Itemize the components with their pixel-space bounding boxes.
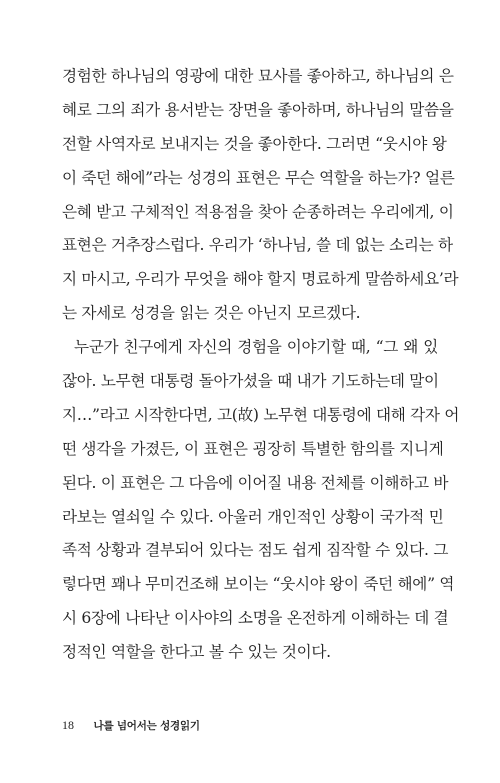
text-line: 경험한 하나님의 영광에 대한 묘사를 좋아하고, 하나님의 은 (62, 67, 454, 85)
page-number: 18 (62, 718, 74, 732)
text-line: 떤 생각을 가졌든, 이 표현은 굉장히 특별한 함의를 지니게 (62, 439, 444, 458)
text-line: 지 마시고, 우리가 무엇을 해야 할지 명료하게 말씀하세요’라 (62, 270, 459, 289)
running-title: 나를 넘어서는 성경읽기 (93, 720, 200, 732)
text-line: 은혜 받고 구체적인 적용점을 찾아 순종하려는 우리에게, 이 (62, 202, 454, 221)
text-line: 렇다면 꽤나 무미건조해 보이는 “웃시야 왕이 죽던 해에” 역 (62, 575, 455, 594)
text-line: 표현은 거추장스럽다. 우리가 ‘하나님, 쓸 데 없는 소리는 하 (62, 236, 453, 255)
text-line: 시 6장에 나타난 이사야의 소명을 온전하게 이해하는 데 결 (62, 609, 449, 628)
text-line: 된다. 이 표현은 그 다음에 이어질 내용 전체를 이해하고 바 (62, 473, 449, 492)
text-line: 족적 상황과 결부되어 있다는 점도 쉽게 짐작할 수 있다. 그 (62, 541, 449, 560)
text-line: 누군가 친구에게 자신의 경험을 이야기할 때, “그 왜 있 (74, 338, 438, 357)
body-text (62, 60, 460, 670)
text-line: 전할 사역자로 보내지는 것을 좋아한다. 그러면 “웃시야 왕 (62, 134, 447, 153)
page-footer (62, 718, 200, 733)
text-line: 이 죽던 해에”라는 성경의 표현은 무슨 역할을 하는가? 얼른 (62, 168, 455, 187)
text-line: 정적인 역할을 한다고 볼 수 있는 것이다. (62, 643, 331, 662)
text-line: 는 자세로 성경을 읽는 것은 아닌지 모르겠다. (62, 304, 361, 323)
text-line: 잖아. 노무현 대통령 돌아가셨을 때 내가 기도하는데 말이 (62, 372, 439, 391)
text-line: 라보는 열쇠일 수 있다. 아울러 개인적인 상황이 국가적 민 (62, 507, 444, 526)
text-line: 지…”라고 시작한다면, 고(故) 노무현 대통령에 대해 각자 어 (62, 405, 460, 424)
text-line: 혜로 그의 죄가 용서받는 장면을 좋아하며, 하나님의 말씀을 (62, 100, 454, 119)
